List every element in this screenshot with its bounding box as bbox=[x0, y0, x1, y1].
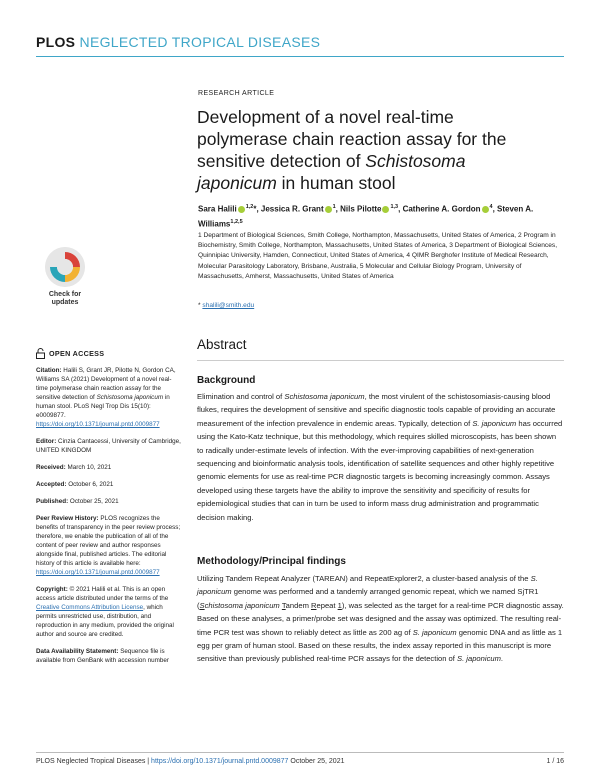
check-for-updates-label: Check for updates bbox=[48, 291, 82, 306]
journal-plos: PLOS bbox=[36, 34, 76, 50]
background-heading: Background bbox=[197, 375, 256, 386]
published-date: Published: October 25, 2021 bbox=[36, 498, 119, 505]
peer-review-history: Peer Review History: PLOS recognizes the benefits of transparency in the peer review process; therefore, we enable the publication of all of the content of peer review and author responses alongside final, published articles. The editorial history of this article is available here: https://doi.org/10.1371/journal.pntd.0009877 bbox=[36, 515, 181, 576]
author-name: Nils Pilotte bbox=[340, 204, 382, 214]
author-name: Catherine A. Gordon bbox=[402, 204, 481, 214]
header-divider bbox=[36, 56, 564, 57]
check-for-updates-icon bbox=[45, 247, 85, 287]
author-list: Sara Halili $^{1,2}$*, Jessica R. Grant $^1$, Nils Pilotte $^{1,3}$, Catherine A. Gordon $^4$, Steven A. Williams$^{1,2,5}$ bbox=[198, 204, 534, 229]
corresponding-email: * shalili@smith.edu bbox=[198, 302, 255, 309]
email-link[interactable]: shalili@smith.edu bbox=[202, 302, 255, 309]
footer-date: October 25, 2021 bbox=[288, 758, 345, 765]
title-species: Schistosoma japonicum bbox=[197, 151, 466, 193]
cc-license-link[interactable]: Creative Commons Attribution License bbox=[36, 604, 144, 611]
citation: Citation: Halili S, Grant JR, Pilotte N, Gordon CA, Williams SA (2021) Development of a novel real-time polymerase chain reaction assay for the sensitive detection of Schistosoma japonicum in human stool. PLoS Negl Trop Dis 15(10): e0009877. https://doi.org/10.1371/journal.pntd.0009877 bbox=[36, 367, 176, 428]
data-availability: Data Availability Statement: Sequence file is available from GenBank with accession number bbox=[36, 648, 170, 664]
sidebar bbox=[36, 348, 182, 673]
citation-doi-link[interactable]: https://doi.org/10.1371/journal.pntd.0009877 bbox=[36, 421, 160, 428]
page-footer bbox=[36, 758, 564, 765]
abstract-heading: Abstract bbox=[197, 337, 247, 352]
orcid-icon[interactable] bbox=[238, 206, 245, 213]
open-lock-icon bbox=[36, 348, 45, 359]
footer-divider bbox=[36, 752, 564, 753]
methodology-text: Utilizing Tandem Repeat Analyzer (TAREAN) and RepeatExplorer2, a cluster-based analysis of the S. japonicum genome was performed and a tandemly arranged genomic repeat, which we named SjTR1 (Schistosoma japonicum Tandem Repeat 1), was selected as the target for a real-time PCR diagnostic assay. Based on these analyses, a primer/probe set was designed and the assay was optimized. The resulting real-time PCR test was shown to reliably detect as little as 200 ag of S. japonicum genomic DNA and as little as 1 egg per gram of human stool. Based on these results, the index assay reported in this manuscript is more sensitive than previously published real-time PCR assays for the detection of S. japonicum. bbox=[197, 574, 564, 664]
orcid-icon[interactable] bbox=[482, 206, 489, 213]
orcid-icon[interactable] bbox=[382, 206, 389, 213]
footer-doi-link[interactable]: https://doi.org/10.1371/journal.pntd.0009877 bbox=[151, 758, 289, 765]
peer-review-link[interactable]: https://doi.org/10.1371/journal.pntd.0009877 bbox=[36, 569, 160, 576]
received-date: Received: March 10, 2021 bbox=[36, 464, 112, 471]
check-for-updates-badge[interactable] bbox=[42, 247, 88, 307]
accepted-date: Accepted: October 6, 2021 bbox=[36, 481, 114, 488]
author-name: Sara Halili bbox=[198, 204, 237, 214]
journal-name: NEGLECTED TROPICAL DISEASES bbox=[79, 34, 321, 50]
open-access-row bbox=[36, 348, 182, 359]
editor: Editor: Cinzia Cantacessi, University of Cambridge, UNITED KINGDOM bbox=[36, 438, 181, 454]
open-access-label: OPEN ACCESS bbox=[49, 349, 105, 358]
footer-journal: PLOS Neglected Tropical Diseases | bbox=[36, 758, 152, 765]
article-type: RESEARCH ARTICLE bbox=[198, 90, 275, 97]
orcid-icon[interactable] bbox=[325, 206, 332, 213]
page-number: 1 / 16 bbox=[546, 758, 564, 765]
article-title: Development of a novel real-time polymerase chain reaction assay for the sensitive detection of Schistosoma japonicum in human stool bbox=[197, 107, 507, 193]
abstract-divider bbox=[197, 360, 564, 361]
affiliations: 1 Department of Biological Sciences, Smith College, Northampton, Massachusetts, United States of America, 2 Program in Biochemistry, Smith College, Northampton, Massachusetts, United States of America, 3 Department of Biological Sciences, Quinnipiac University, Hamden, Connecticut, United States of America, 4 QIMR Berghofer Institute of Medical Research, Molecular Parasitology Laboratory, Brisbane, Australia, 5 Molecular and Cellular Biology Program, University of Massachusetts, Amherst, Massachusetts, United States of America bbox=[198, 232, 558, 280]
author-name: Jessica R. Grant bbox=[260, 204, 324, 214]
copyright: Copyright: © 2021 Halili et al. This is an open access article distributed under the terms of the Creative Commons Attribution License, which permits unrestricted use, distribution, and reproduction in any medium, provided the original author and source are credited. bbox=[36, 586, 174, 638]
background-text: Elimination and control of Schistosoma japonicum, the most virulent of the schistosomiasis-causing blood flukes, requires the development of sensitive and specific diagnostic tools capable of providing an accurate measurement of the infection prevalence in endemic areas. Typically, detection of S. japonicum has occurred using the Kato-Katz technique, but this methodology, which requires skilled microscopists, has been shown to radically under-estimate levels of infection. With the ever-improving capabilities of next-generation sequencing and bioinformatic analysis tools, identification of satellite sequences and other highly repetitive genomic elements for use as real-time PCR diagnostic targets is becoming increasingly common. Assays developed using these targets have the ability to improve the sensitivity and specificity of results for epidemiological studies that can in turn be used to inform mass drug administration and programmatic decision making. bbox=[197, 392, 563, 522]
journal-header bbox=[36, 34, 320, 50]
methodology-heading: Methodology/Principal findings bbox=[197, 556, 346, 567]
author-name: Steven A. Williams bbox=[198, 204, 534, 229]
